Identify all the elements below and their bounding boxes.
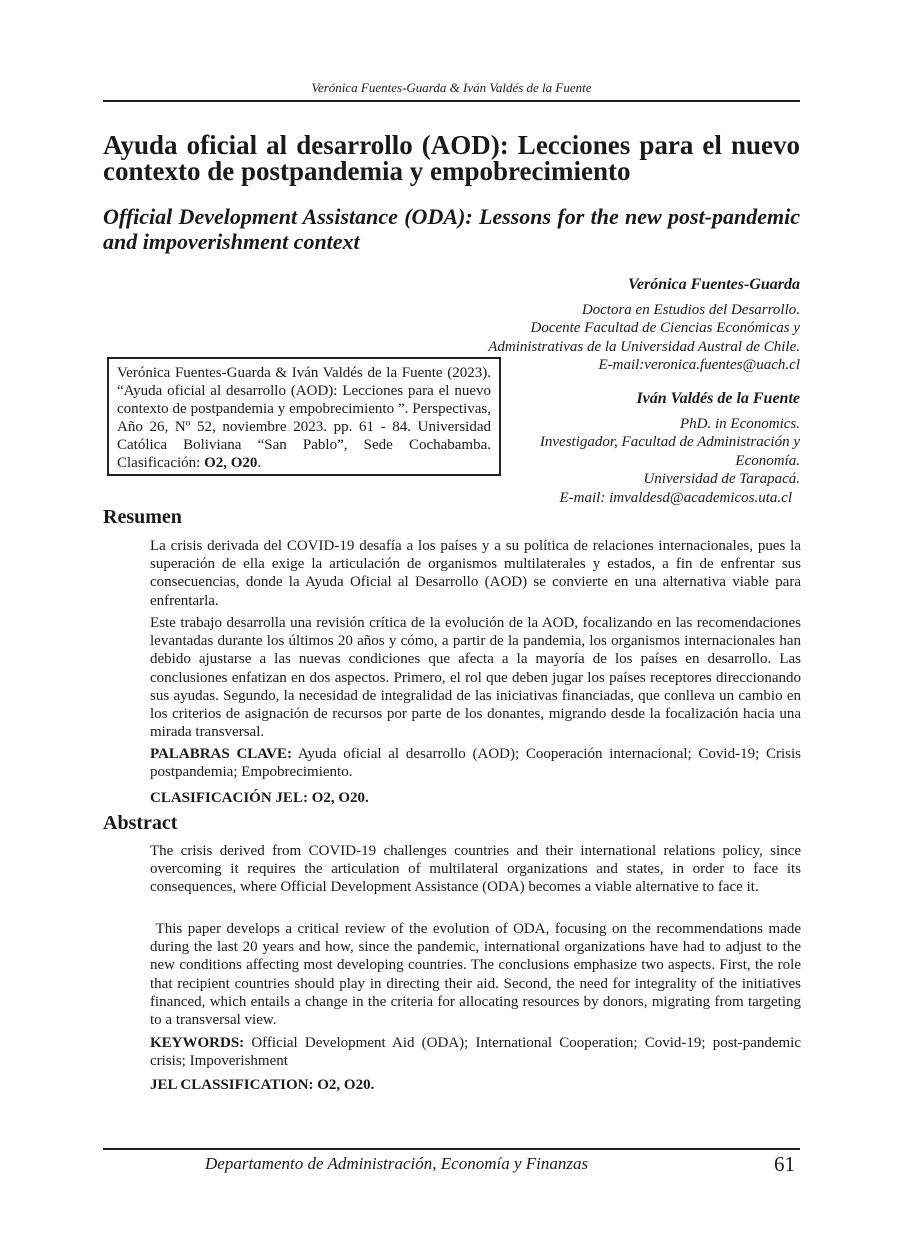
footer-department: Departamento de Administración, Economía y Finanzas [205, 1154, 589, 1173]
running-head: Verónica Fuentes-Guarda & Iván Valdés de la Fuente [311, 80, 592, 95]
resumen-keywords [150, 745, 801, 781]
footer-rule [103, 1148, 800, 1150]
page-number: 61 [774, 1152, 795, 1176]
author-2-block [540, 390, 800, 507]
header-rule [103, 100, 800, 102]
author-2-line: Investigador, Facultad de Administración y [539, 434, 800, 450]
abstract-paragraph: The crisis derived from COVID-19 challenges countries and their international relations policy, since overcoming it requires the articulation of multilateral organizations and states, in order to face its consequences, where Official Development Assistance (ODA) becomes a viable alternative to face it. [150, 843, 801, 896]
author-2-email[interactable]: E-mail: imvaldesd@academicos.uta.cl [559, 489, 792, 506]
abstract-jel: JEL CLASSIFICATION: O2, O20. [150, 1077, 375, 1093]
abstract-keywords [150, 1034, 801, 1070]
resumen-keywords-text: Ayuda oficial al desarrollo (AOD); Cooperación internacional; Covid-19; Crisis postpandemia; Empobrecimiento. [150, 746, 801, 781]
author-1-line: Administrativas de la Universidad Austral de Chile. [488, 338, 800, 355]
title-english: Official Development Assistance (ODA): Lessons for the new post-pandemic and impoverishment context [103, 204, 800, 254]
resumen-jel: CLASIFICACIÓN JEL: O2, O20. [150, 790, 369, 806]
author-1-block [488, 276, 800, 375]
title-spanish: Ayuda oficial al desarrollo (AOD): Lecciones para el nuevo contexto de postpandemia y empobrecimiento [103, 130, 800, 186]
author-1-line: Docente Facultad de Ciencias Económicas y [530, 320, 800, 336]
author-2-line: Economía. [735, 452, 800, 469]
author-1-line: Doctora en Estudios del Desarrollo. [581, 301, 800, 318]
author-2-name: Iván Valdés de la Fuente [636, 390, 800, 407]
author-1-email[interactable]: E-mail:veronica.fuentes@uach.cl [598, 357, 800, 373]
abstract-keywords-label: KEYWORDS: [150, 1035, 245, 1051]
resumen-keywords-label: PALABRAS CLAVE: [150, 746, 293, 762]
citation-box [107, 357, 501, 476]
resumen-paragraph: Este trabajo desarrolla una revisión crítica de la evolución de la AOD, focalizando en las recomendaciones levantadas durante los últimos 20 años y cómo, a partir de la pandemia, los organismos internacionales han debido ajustarse a las nuevas condiciones que afecta a la mayoría de los países en desarrollo. Las conclusiones enfatizan en dos aspectos. Primero, el rol que deben jugar los países receptores direccionando sus ayudas. Segundo, la necesidad de integralidad de las iniciativas financiadas, que conlleva un cambio en los criterios de asignación de recursos por parte de los donantes, migrando desde la focalización hacia una mirada transversal. [150, 615, 801, 741]
abstract-heading: Abstract [103, 812, 178, 834]
resumen-paragraph: La crisis derivada del COVID-19 desafía a los países y a su política de relaciones internacionales, pues la superación de ella exige la articulación de organismos multilaterales y estados, a fin de enfrentar sus consecuencias, donde la Ayuda Oficial al Desarrollo (AOD) se convierte en una alternativa viable para enfrentarla. [150, 538, 801, 609]
author-2-line: Universidad de Tarapacá. [643, 471, 800, 487]
citation-text: Verónica Fuentes-Guarda & Iván Valdés de la Fuente (2023). “Ayuda oficial al desarrollo (AOD): Lecciones para el nuevo contexto de postpandemia y empobrecimiento ”. Perspectivas, Año 26, Nº 52, noviembre 2023. pp. 61 - 84. Universidad Católica Boliviana “San Pablo”, Sede Cochabamba. Clasificación: [117, 365, 491, 471]
citation-classification: O2, O20 [204, 455, 258, 471]
author-2-line: PhD. in Economics. [680, 415, 800, 432]
abstract-keywords-text: Official Development Aid (ODA); International Cooperation; Covid-19; post-pandemic crisis; Impoverishment [150, 1035, 801, 1070]
abstract-paragraph: This paper develops a critical review of the evolution of ODA, focusing on the recommendations made during the last 20 years and how, since the pandemic, international organizations have had to adjust to the new conditions affecting most developing countries. The conclusions emphasize two aspects. First, the role that recipient countries should play in directing their aid. Second, the need for integrality of the initiatives financed, which entails a change in the criteria for allocating resources by donors, migrating from targeting to a transversal view. [150, 921, 805, 1029]
author-1-name: Verónica Fuentes-Guarda [627, 276, 800, 293]
citation-end: . [257, 455, 262, 471]
resumen-heading: Resumen [103, 506, 182, 528]
